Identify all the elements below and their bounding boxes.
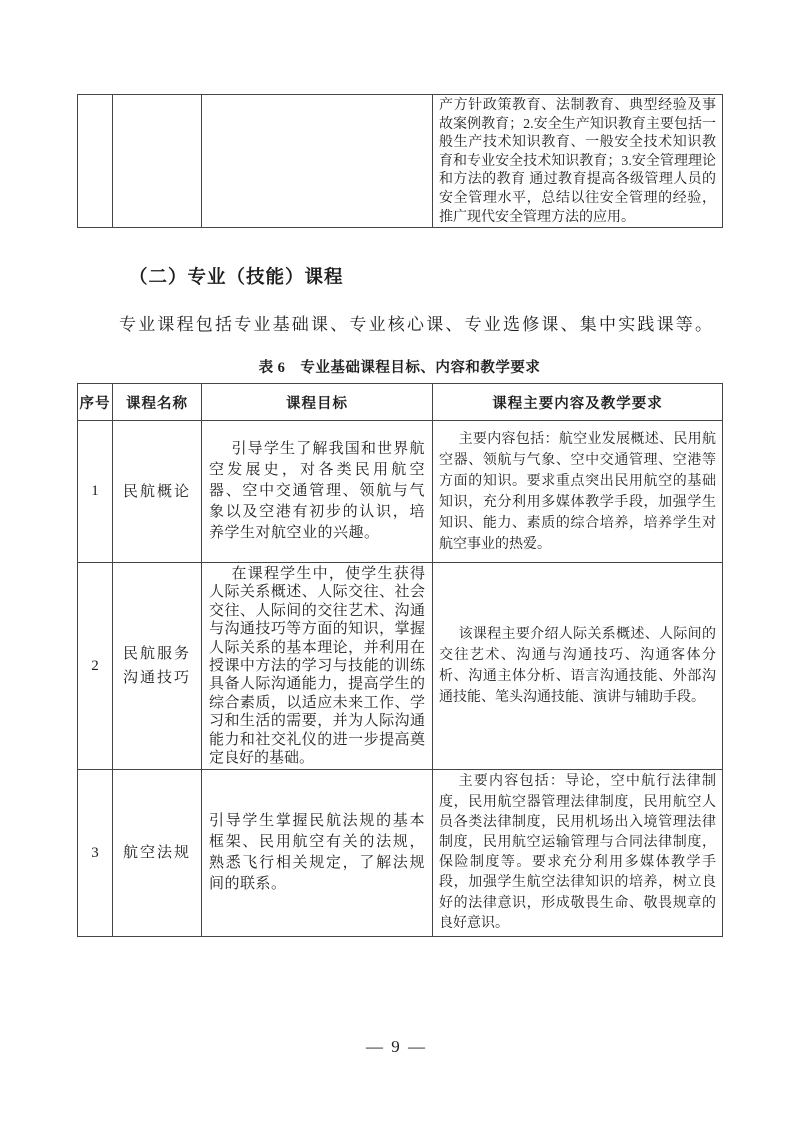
cell-name: 航空法规 (113, 770, 202, 937)
section-heading: （二）专业（技能）课程 (129, 268, 344, 288)
cell-goal: 引导学生掌握民航法规的基本框架、民用航空有关的法规，熟悉飞行相关规定，了解法规间的联系。 (202, 770, 433, 937)
table6-header-row (78, 384, 723, 421)
cell-goal: 引导学生了解我国和世界航空发展史，对各类民用航空器、空中交通管理、领航与气象以及空港有初步的认识，培养学生对航空业的兴趣。 (202, 421, 433, 563)
cont-cell-goal (202, 95, 433, 228)
table6-header-goal: 课程目标 (202, 384, 433, 421)
table-row (78, 770, 723, 937)
cell-goal: 在课程学生中，使学生获得人际关系概述、人际交往、社会交往、人际间的交往艺术、沟通与沟通技巧等方面的知识，掌握人际关系的基本理论，并利用在授课中方法的学习与技能的训练具备人际沟通能力，提高学生的综合素质，以适应未来工作、学习和生活的需要，并为人际沟通能力和社交礼仪的进一步提高奠定良好的基础。 (202, 563, 433, 770)
cell-content: 主要内容包括：导论，空中航行法律制度，民用航空器管理法律制度，民用航空人员各类法律制度，民用机场出入境管理法律制度，民用航空运输管理与合同法律制度，保险制度等。要求充分利用多媒体教学手段，加强学生航空法律知识的培养，树立良好的法律意识，形成敬畏生命、敬畏规章的良好意识。 (433, 770, 723, 937)
cont-cell-content: 产方针政策教育、法制教育、典型经验及事故案例教育；2.安全生产知识教育主要包括一般生产技术知识教育、一般安全技术知识教育和专业安全技术知识教育；3.安全管理理论和方法的教育 通过教育提高各级管理人员的安全管理水平，总结以往安全管理的经验，推广现代安全管理方法的应用。 (433, 95, 723, 228)
page-number: — 9 — (366, 1037, 427, 1056)
cell-no: 2 (78, 563, 113, 770)
table-row (78, 95, 723, 228)
cell-name: 民航服务沟通技巧 (113, 563, 202, 770)
table-row (78, 563, 723, 770)
cont-cell-name (113, 95, 202, 228)
cell-no: 3 (78, 770, 113, 937)
table6 (77, 383, 723, 937)
table6-header-no: 序号 (78, 384, 113, 421)
table6-header-name: 课程名称 (113, 384, 202, 421)
table6-caption: 表 6 专业基础课程目标、内容和教学要求 (258, 360, 541, 376)
cell-no: 1 (78, 421, 113, 563)
section-intro: 专业课程包括专业基础课、专业核心课、专业选修课、集中实践课等。 (119, 315, 715, 334)
table6-header-content: 课程主要内容及教学要求 (433, 384, 723, 421)
table-row (78, 421, 723, 563)
cell-name: 民航概论 (113, 421, 202, 563)
cell-content: 主要内容包括：航空业发展概述、民用航空器、领航与气象、空中交通管理、空港等方面的知识。要求重点突出民用航空的基础知识，充分利用多媒体教学手段，加强学生知识、能力、素质的综合培养，培养学生对航空事业的热爱。 (433, 421, 723, 563)
cont-cell-no (78, 95, 113, 228)
cell-content: 该课程主要介绍人际关系概述、人际间的交往艺术、沟通与沟通技巧、沟通客体分析、沟通主体分析、语言沟通技能、外部沟通技能、笔头沟通技能、演讲与辅助手段。 (433, 563, 723, 770)
table5-continuation (77, 94, 723, 228)
